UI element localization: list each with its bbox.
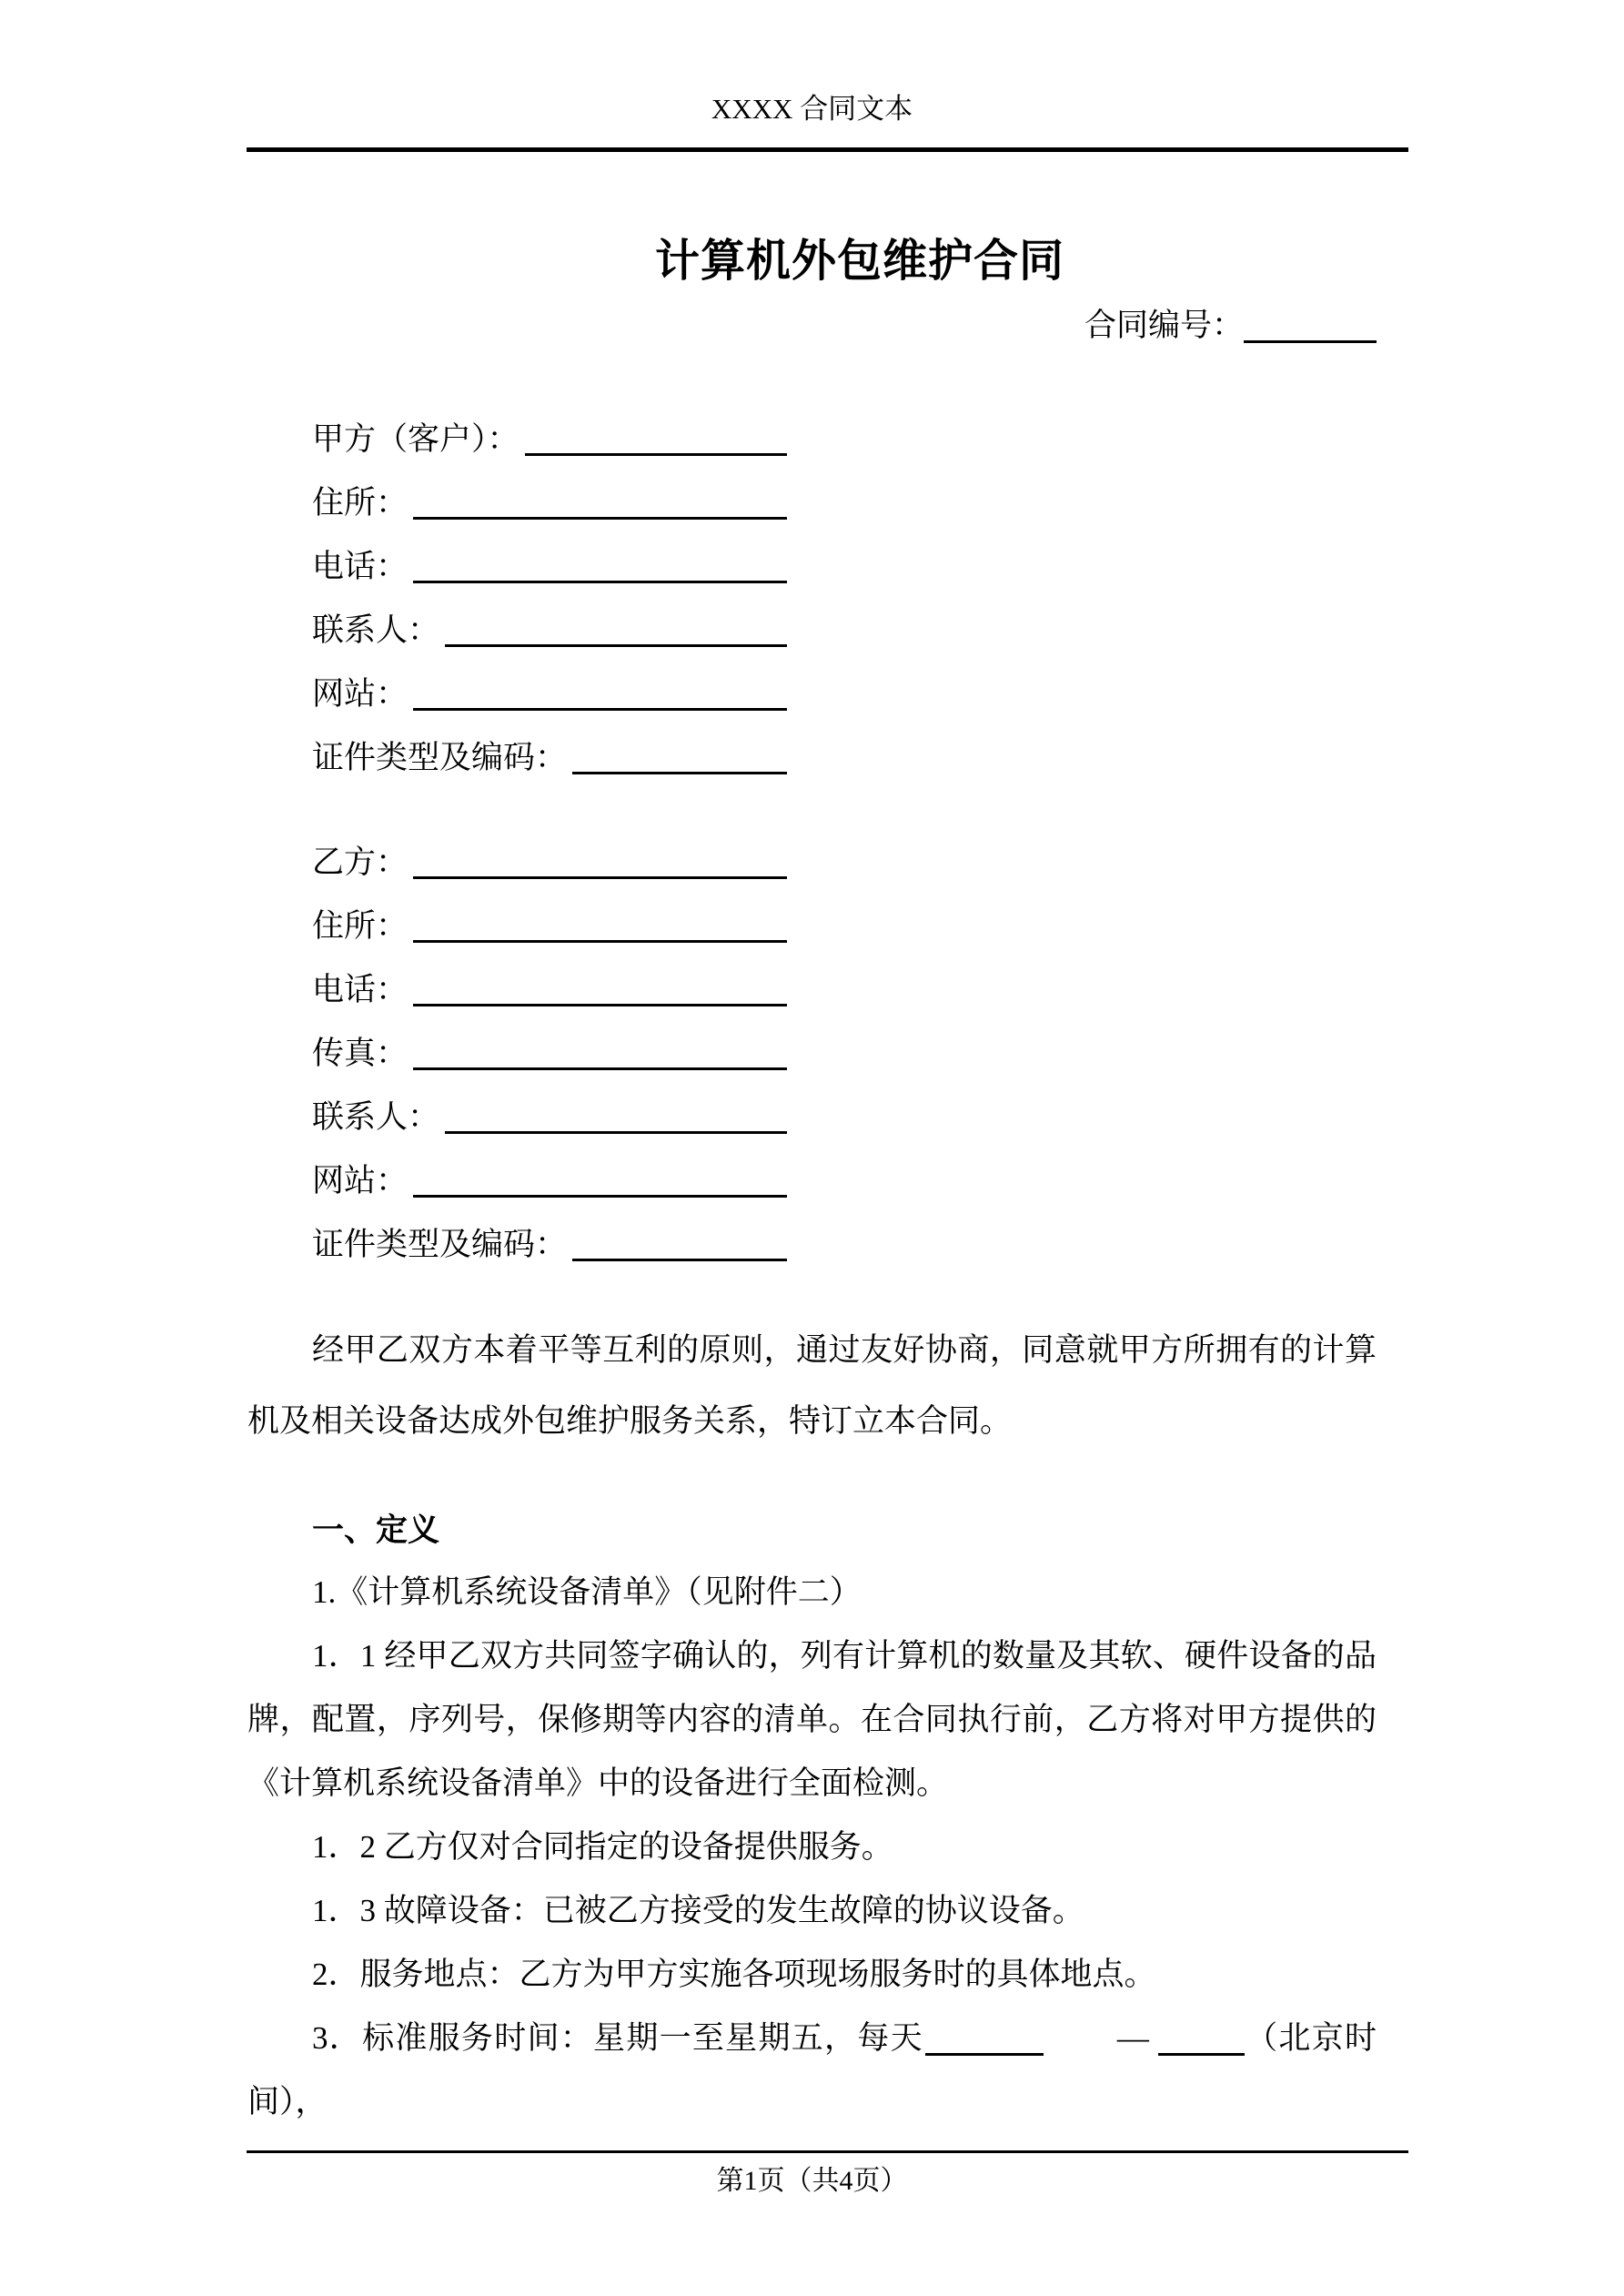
field-label: 传真： <box>312 1036 409 1071</box>
blank-line <box>413 831 787 879</box>
footer-rule <box>247 2150 1408 2153</box>
contract-title: 计算机外包维护合同 <box>654 236 1064 286</box>
blank-line <box>413 663 787 711</box>
blank-line <box>572 726 787 774</box>
blank-line <box>572 1213 787 1261</box>
definition-item-1-3: 1．3 故障设备：已被乙方接受的发生故障的协议设备。 <box>312 1893 1084 1928</box>
field-row-party-a-website <box>312 663 787 726</box>
definition-item-1-1: 1．1 经甲乙双方共同签字确认的，列有计算机的数量及其软、硬件设备的品牌，配置，序列号，保修期等内容的清单。在合同执行前，乙方将对甲方提供的《计算机系统设备清单》中的设备进行全面检测。 <box>247 1638 1377 1801</box>
footer-page-number: 第1页（共4页） <box>716 2166 908 2196</box>
blank-line <box>413 895 787 943</box>
blank-line <box>413 1022 787 1070</box>
field-label: 证件类型及编码： <box>312 740 568 775</box>
blank-line <box>413 958 787 1006</box>
service-time-end-blank <box>1158 2048 1245 2056</box>
blank-line <box>445 599 787 647</box>
field-row-party-a-address <box>312 471 787 535</box>
blank-line <box>413 471 787 520</box>
blank-line <box>525 408 787 456</box>
field-label: 电话： <box>312 972 409 1007</box>
service-time-prefix: 3．标准服务时间：星期一至星期五，每天 <box>312 2020 923 2056</box>
field-label: 联系人： <box>312 612 440 648</box>
field-row-party-b-website <box>312 1149 787 1213</box>
field-label: 联系人： <box>312 1099 440 1135</box>
contract-number-row <box>247 302 1377 349</box>
field-row-party-a-contact <box>312 599 787 663</box>
field-label: 网站： <box>312 676 409 712</box>
blank-line <box>413 535 787 583</box>
blank-line <box>413 1149 787 1198</box>
field-row-party-b-contact <box>312 1086 787 1149</box>
service-time-start-blank <box>925 2048 1044 2056</box>
intro-paragraph: 经甲乙双方本着平等互利的原则，通过友好协商，同意就甲方所拥有的计算机及相关设备达成外包维护服务关系，特订立本合同。 <box>247 1332 1377 1439</box>
field-row-party-b-id <box>312 1213 787 1277</box>
definition-item-3-service-time <box>247 2007 1377 2134</box>
field-label: 住所： <box>312 908 409 944</box>
service-time-dash: — <box>1116 2020 1149 2056</box>
field-label: 电话： <box>312 549 409 584</box>
field-label: 住所： <box>312 485 409 521</box>
field-row-party-a-phone <box>312 535 787 599</box>
service-time-suffix: （北京时间）， <box>247 2020 1377 2119</box>
field-row-party-b-address <box>312 895 787 958</box>
definition-item-2: 2．服务地点：乙方为甲方实施各项现场服务时的具体地点。 <box>312 1957 1156 1992</box>
document-body <box>247 233 1377 2134</box>
definition-item-1: 1.《计算机系统设备清单》（见附件二） <box>312 1574 862 1610</box>
field-label: 甲方（客户）： <box>312 421 519 457</box>
section-heading-definitions: 一、定义 <box>312 1512 440 1548</box>
party-a-section <box>247 408 1377 790</box>
party-b-section <box>247 831 1377 1277</box>
field-label: 网站： <box>312 1163 409 1199</box>
contract-number-blank-line <box>1244 336 1377 343</box>
field-row-party-b-phone <box>312 958 787 1022</box>
field-label: 证件类型及编码： <box>312 1227 568 1262</box>
field-row-party-b-name <box>312 831 787 895</box>
field-label: 乙方： <box>312 845 409 880</box>
field-row-party-a-name <box>312 408 787 471</box>
blank-line <box>445 1086 787 1134</box>
field-row-party-a-id <box>312 726 787 790</box>
definition-item-1-2: 1．2 乙方仅对合同指定的设备提供服务。 <box>312 1829 893 1865</box>
contract-number-label: 合同编号： <box>1084 308 1244 343</box>
field-row-party-b-fax <box>312 1022 787 1086</box>
header-rule <box>247 147 1408 152</box>
page-header-text: XXXX 合同文本 <box>711 93 913 125</box>
